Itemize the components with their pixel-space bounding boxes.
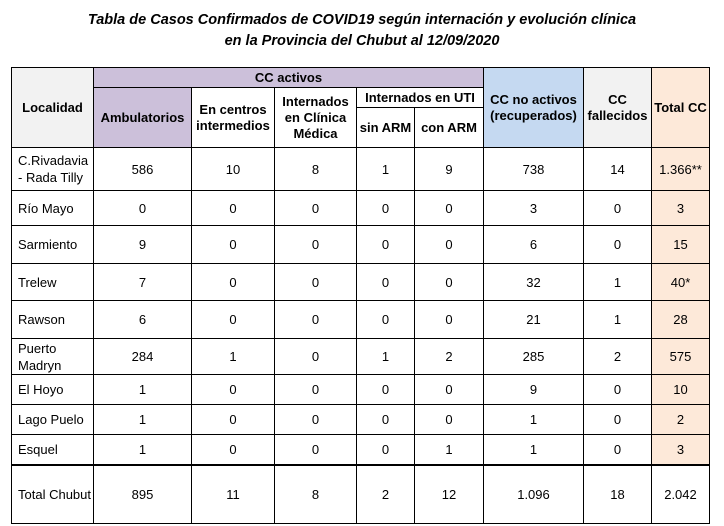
covid-cases-table [11,67,710,524]
cell-total: 40* [652,264,710,301]
cell-localidad: Lago Puelo [12,405,94,435]
cell-ambulatorios: 586 [94,148,192,191]
cell-total: 10 [652,375,710,405]
cell-centros: 0 [192,191,275,226]
total-row [12,465,710,524]
cell-ambulatorios: 9 [94,226,192,264]
header-cc-activos: CC activos [94,68,484,88]
table-row [12,301,710,339]
cell-total: 2 [652,405,710,435]
cell-fallecidos: 0 [584,375,652,405]
cell-recuperados: 285 [484,339,584,375]
cell-recuperados: 6 [484,226,584,264]
table-row [12,375,710,405]
cell-recuperados: 1 [484,435,584,465]
cell-localidad: Esquel [12,435,94,465]
cell-clinica: 0 [275,375,357,405]
cell-centros: 0 [192,375,275,405]
cell-con-arm: 0 [415,301,484,339]
header-clinica-medica: Internados en Clínica Médica [275,88,357,148]
cell-fallecidos: 2 [584,339,652,375]
header-sin-arm: sin ARM [357,108,415,148]
table-title [0,10,724,52]
title-line-2: en la Provincia del Chubut al 12/09/2020 [224,33,500,49]
header-fallecidos: CC fallecidos [584,68,652,148]
cell-localidad: Sarmiento [12,226,94,264]
cell-total: 575 [652,339,710,375]
cell-fallecidos: 0 [584,191,652,226]
cell-con-arm: 2 [415,339,484,375]
cell-sin-arm: 0 [357,226,415,264]
cell-ambulatorios: 6 [94,301,192,339]
cell-sin-arm: 0 [357,435,415,465]
cell-centros: 1 [192,339,275,375]
cell-con-arm: 0 [415,264,484,301]
cell-sin-arm: 0 [357,191,415,226]
cell-sin-arm: 0 [357,301,415,339]
table-body [12,148,710,465]
total-centros: 11 [192,465,275,524]
cell-localidad: Puerto Madryn [12,339,94,375]
cell-sin-arm: 0 [357,375,415,405]
cell-con-arm: 0 [415,375,484,405]
cell-recuperados: 1 [484,405,584,435]
cell-fallecidos: 14 [584,148,652,191]
total-sin-arm: 2 [357,465,415,524]
cell-fallecidos: 1 [584,301,652,339]
cell-total: 3 [652,191,710,226]
cell-recuperados: 9 [484,375,584,405]
cell-centros: 0 [192,264,275,301]
table-row [12,435,710,465]
table-row [12,339,710,375]
cell-recuperados: 21 [484,301,584,339]
cell-ambulatorios: 7 [94,264,192,301]
total-fallecidos: 18 [584,465,652,524]
header-con-arm: con ARM [415,108,484,148]
cell-total: 1.366** [652,148,710,191]
cell-centros: 0 [192,226,275,264]
cell-centros: 10 [192,148,275,191]
cell-total: 28 [652,301,710,339]
cell-clinica: 0 [275,339,357,375]
cell-fallecidos: 0 [584,405,652,435]
total-localidad: Total Chubut [12,465,94,524]
total-clinica: 8 [275,465,357,524]
header-total: Total CC [652,68,710,148]
total-recuperados: 1.096 [484,465,584,524]
cell-recuperados: 32 [484,264,584,301]
cell-ambulatorios: 0 [94,191,192,226]
cell-clinica: 0 [275,226,357,264]
cell-con-arm: 1 [415,435,484,465]
title-line-1: Tabla de Casos Confirmados de COVID19 según internación y evolución clínica [87,12,637,28]
cell-clinica: 0 [275,301,357,339]
cell-centros: 0 [192,301,275,339]
total-ambulatorios: 895 [94,465,192,524]
header-centros-intermedios: En centros intermedios [192,88,275,148]
cell-recuperados: 738 [484,148,584,191]
cell-fallecidos: 0 [584,226,652,264]
cell-con-arm: 9 [415,148,484,191]
cell-sin-arm: 0 [357,264,415,301]
cell-total: 15 [652,226,710,264]
cell-centros: 0 [192,435,275,465]
cell-recuperados: 3 [484,191,584,226]
cell-ambulatorios: 1 [94,405,192,435]
cell-localidad: El Hoyo [12,375,94,405]
cell-ambulatorios: 1 [94,375,192,405]
header-localidad: Localidad [12,68,94,148]
cell-fallecidos: 1 [584,264,652,301]
cell-centros: 0 [192,405,275,435]
table-row [12,226,710,264]
cell-clinica: 8 [275,148,357,191]
table-row [12,405,710,435]
cell-localidad: Trelew [12,264,94,301]
cell-localidad: Río Mayo [12,191,94,226]
cell-sin-arm: 0 [357,405,415,435]
header-ambulatorios: Ambulatorios [94,88,192,148]
header-uti: Internados en UTI [357,88,484,108]
cell-localidad: Rawson [12,301,94,339]
cell-clinica: 0 [275,191,357,226]
cell-clinica: 0 [275,264,357,301]
cell-ambulatorios: 284 [94,339,192,375]
cell-con-arm: 0 [415,191,484,226]
cell-total: 3 [652,435,710,465]
total-con-arm: 12 [415,465,484,524]
cell-sin-arm: 1 [357,148,415,191]
cell-clinica: 0 [275,405,357,435]
cell-sin-arm: 1 [357,339,415,375]
cell-con-arm: 0 [415,405,484,435]
cell-ambulatorios: 1 [94,435,192,465]
cell-fallecidos: 0 [584,435,652,465]
table-row [12,191,710,226]
table-row [12,264,710,301]
cell-clinica: 0 [275,435,357,465]
cell-localidad: C.Rivadavia - Rada Tilly [12,148,94,191]
cell-con-arm: 0 [415,226,484,264]
total-total: 2.042 [652,465,710,524]
table-row [12,148,710,191]
header-no-activos: CC no activos (recuperados) [484,68,584,148]
